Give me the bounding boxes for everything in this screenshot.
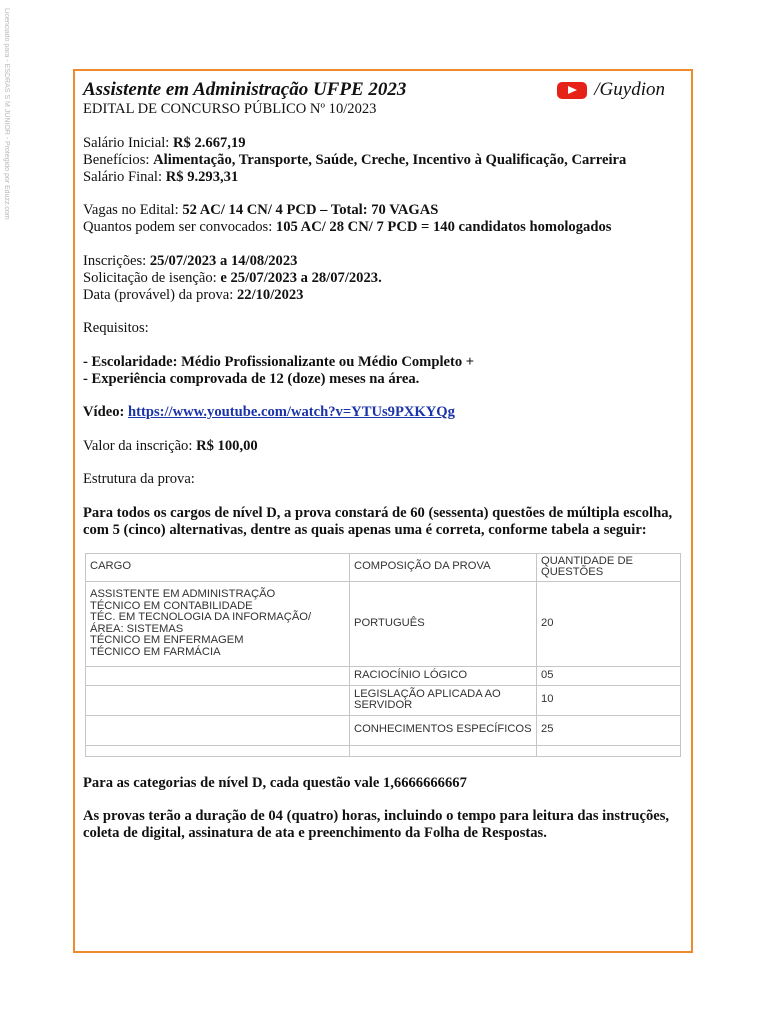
subject-cell: PORTUGUÊS	[350, 581, 537, 666]
cargo-item: TÉCNICO EM ENFERMAGEM	[90, 634, 244, 646]
subject-cell: LEGISLAÇÃO APLICADA AO SERVIDOR	[350, 685, 537, 715]
title-row	[83, 79, 683, 101]
registration-dates: Inscrições: 25/07/2023 a 14/08/2023	[83, 252, 298, 269]
salary-initial: Salário Inicial: R$ 2.667,19	[83, 134, 246, 151]
table-header: CARGO	[86, 553, 350, 581]
document-frame	[73, 69, 693, 953]
table-row	[86, 666, 681, 685]
edital-subtitle: EDITAL DE CONCURSO PÚBLICO Nº 10/2023	[83, 101, 377, 117]
structure-label: Estrutura da prova:	[83, 471, 195, 487]
table-row	[86, 685, 681, 715]
subject-cell: CONHECIMENTOS ESPECÍFICOS	[350, 715, 537, 745]
structure-intro: Para todos os cargos de nível D, a prova constará de 60 (sessenta) questões de múltipla escolha, com 5 (cinco) alternativas, dentre as quais apenas uma é correta, conforme tabela a seguir:	[83, 504, 673, 538]
count-cell: 25	[537, 715, 681, 745]
count-cell: 05	[537, 666, 681, 685]
requirements-label: Requisitos:	[83, 320, 149, 336]
points-note: Para as categorias de nível D, cada questão vale 1,6666666667	[83, 774, 467, 791]
count-cell: 10	[537, 685, 681, 715]
duration-note: As provas terão a duração de 04 (quatro) horas, incluindo o tempo para leitura das instruções, coleta de digital, assinatura de ata e preenchimento da Folha de Respostas.	[83, 808, 670, 841]
table-header: COMPOSIÇÃO DA PROVA	[350, 553, 537, 581]
youtube-channel[interactable]	[557, 79, 665, 101]
cargo-item: TÉCNICO EM CONTABILIDADE	[90, 599, 253, 612]
youtube-icon	[557, 82, 587, 99]
document-content	[83, 79, 683, 842]
vacancies-called: Quantos podem ser convocados: 105 AC/ 28 CN/ 7 PCD = 140 candidatos homologados	[83, 219, 612, 235]
table-header-row	[86, 553, 681, 581]
requirement-item: - Experiência comprovada de 12 (doze) meses na área.	[83, 370, 420, 387]
cargo-item: TÉC. EM TECNOLOGIA DA INFORMAÇÃO/ ÁREA: SISTEMAS	[90, 611, 312, 635]
table-row	[86, 581, 681, 666]
table-row	[86, 715, 681, 745]
table-header: QUANTIDADE DE QUESTÕES	[537, 553, 681, 581]
benefits: Benefícios: Alimentação, Transporte, Saúde, Creche, Incentivo à Qualificação, Carreira	[83, 151, 627, 168]
exam-date: Data (provável) da prova: 22/10/2023	[83, 286, 304, 303]
subject-cell: RACIOCÍNIO LÓGICO	[350, 666, 537, 685]
video-link[interactable]: https://www.youtube.com/watch?v=YTUs9PXKYQg	[128, 404, 455, 420]
cargo-item: TÉCNICO EM FARMÁCIA	[90, 645, 221, 658]
vacancies-edital: Vagas no Edital: 52 AC/ 14 CN/ 4 PCD – Total: 70 VAGAS	[83, 202, 439, 218]
count-cell: 20	[537, 581, 681, 666]
salary-final: Salário Final: R$ 9.293,31	[83, 168, 239, 185]
requirement-item: - Escolaridade: Médio Profissionalizante ou Médio Completo +	[83, 353, 475, 370]
exam-table	[85, 553, 681, 757]
channel-name: /Guydion	[594, 79, 665, 100]
page-title: Assistente em Administração UFPE 2023	[83, 79, 407, 100]
fee-line: Valor da inscrição: R$ 100,00	[83, 437, 258, 454]
exemption-dates: Solicitação de isenção: e 25/07/2023 a 28/07/2023.	[83, 269, 382, 286]
cargo-item: ASSISTENTE EM ADMINISTRAÇÃO	[90, 588, 276, 600]
video-line: Vídeo: https://www.youtube.com/watch?v=YTUs9PXKYQg	[83, 404, 455, 420]
cargo-list	[86, 581, 350, 666]
watermark: Licenciado para - ESDRAS S M JUNIOR - Protegido por Eduzz.com	[3, 8, 10, 220]
